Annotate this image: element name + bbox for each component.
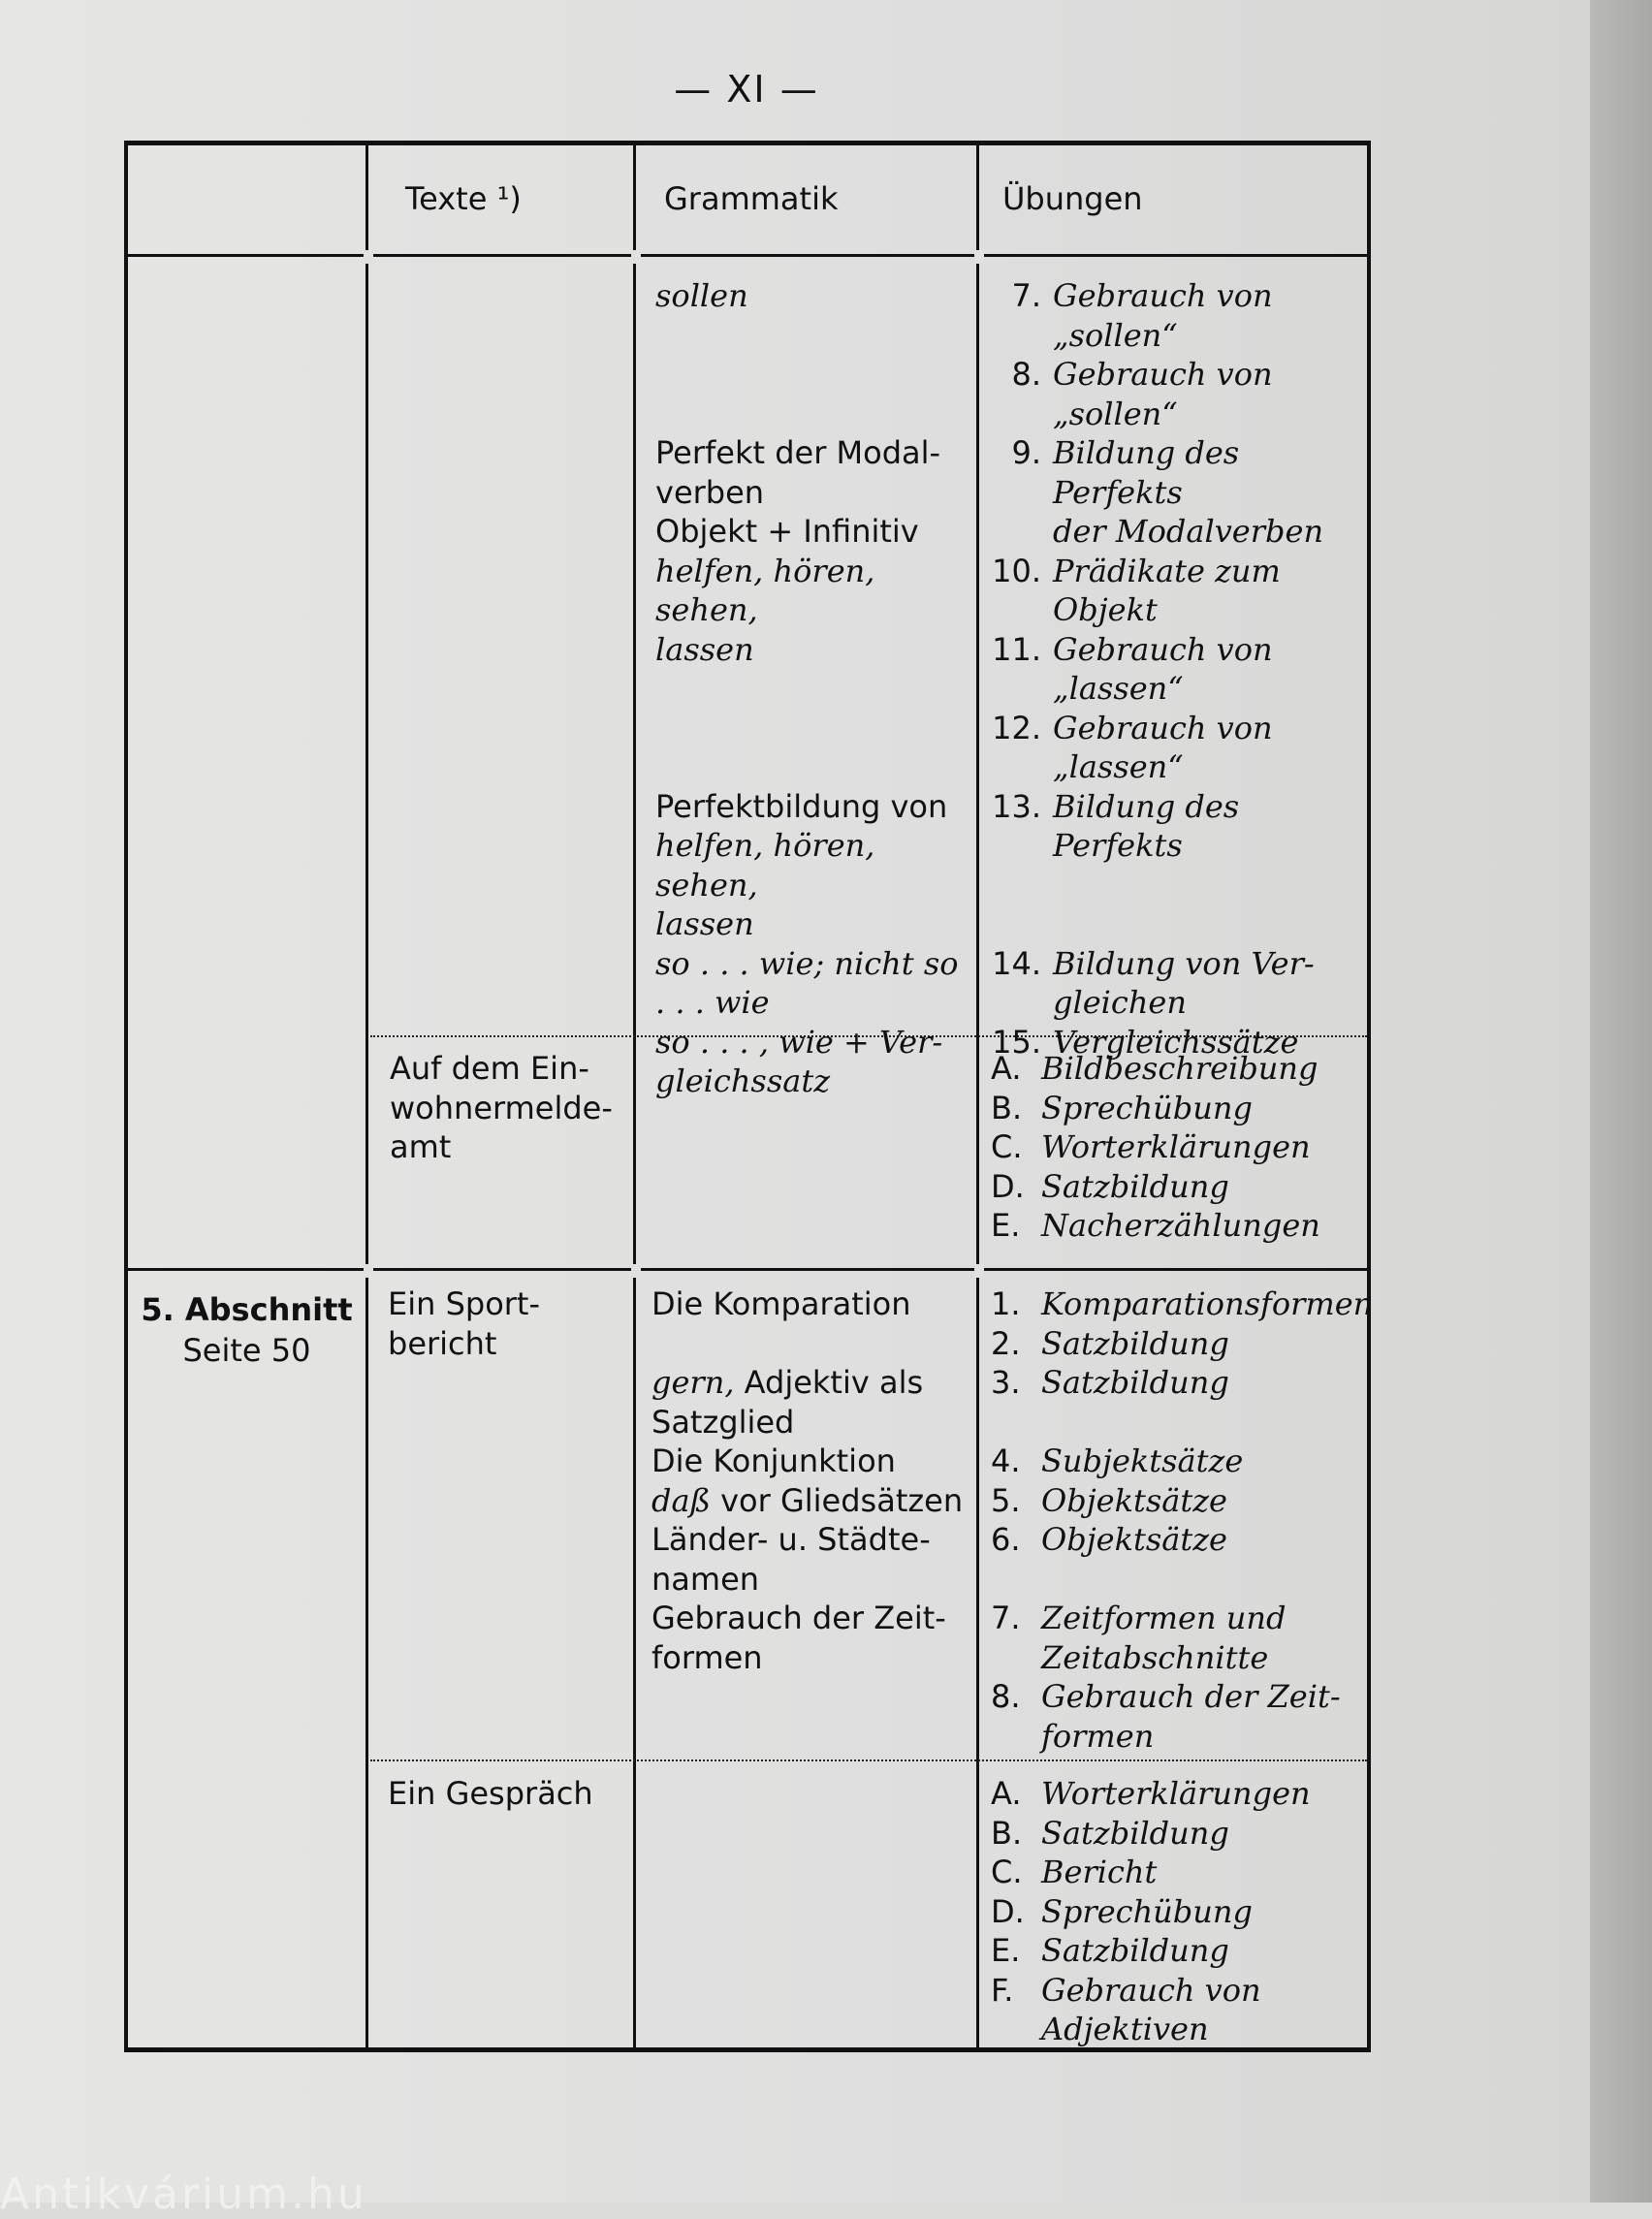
grammatik-line: Die Komparation	[651, 1285, 911, 1322]
exercise-text: „sollen“	[1053, 316, 1178, 354]
grammatik-rest: Adjektiv als	[734, 1364, 924, 1401]
exercise-text: Komparationsformen	[1041, 1285, 1374, 1322]
exercise-number: E.	[991, 1207, 1021, 1244]
exercise-text: Objekt	[1053, 591, 1158, 628]
exercise-text: Satzbildung	[1041, 1814, 1229, 1852]
grammatik-line: Gebrauch der Zeit-	[651, 1600, 946, 1636]
uebungen-cell	[991, 1774, 1374, 2049]
exercise-number: 14.	[992, 944, 1041, 982]
exercise-text: der Modalverben	[1053, 513, 1324, 550]
exercise-number: 7.	[991, 1600, 1021, 1636]
exercise-text: Zeitabschnitte	[1041, 1638, 1269, 1676]
grammatik-rest: vor Gliedsätzen	[710, 1481, 964, 1519]
exercise-text: Bericht	[1041, 1854, 1158, 1890]
exercise-text: Gebrauch von	[1041, 1971, 1261, 2009]
grammatik-line: lassen	[655, 630, 754, 668]
grammatik-line: formen	[651, 1638, 763, 1676]
exercise-item	[991, 1442, 1374, 1481]
grammatik-line	[651, 1324, 975, 1364]
section-page: Seite 50	[182, 1332, 311, 1369]
exercise-text: „lassen“	[1053, 670, 1184, 707]
texte-line: amt	[390, 1128, 452, 1165]
exercise-item	[991, 1599, 1374, 1677]
exercise-item	[991, 709, 1374, 787]
exercise-text: Objektsätze	[1041, 1521, 1227, 1558]
exercise-text: Gebrauch von	[1053, 630, 1273, 668]
exercise-item	[991, 1206, 1374, 1246]
grammatik-line: Die Konjunktion	[651, 1442, 896, 1479]
exercise-item	[991, 1284, 1374, 1324]
exercise-text: Bildung von Ver-	[1053, 944, 1315, 982]
exercise-text: Sprechübung	[1041, 1089, 1253, 1126]
exercise-item	[991, 1363, 1374, 1442]
exercise-item	[991, 1324, 1374, 1364]
watermark-text: Antikvárium.hu	[0, 2170, 367, 2219]
texte-line: bericht	[388, 1324, 497, 1362]
exercise-number: 5.	[991, 1481, 1021, 1519]
section-title: 5. Abschnitt	[141, 1291, 353, 1328]
contents-table	[124, 141, 1374, 2052]
grammatik-line	[651, 1481, 975, 1521]
dotted-separator	[370, 1759, 1367, 1761]
uebungen-cell	[991, 1284, 1374, 1756]
exercise-text: Subjektsätze	[1041, 1442, 1244, 1479]
exercise-text: Sprechübung	[1041, 1892, 1253, 1930]
grammatik-line	[655, 316, 975, 356]
exercise-number: D.	[991, 1892, 1025, 1930]
grammatik-line: verben	[655, 473, 765, 511]
exercise-text: Gebrauch von	[1053, 277, 1273, 314]
exercise-number: A.	[991, 1775, 1022, 1812]
section-heading	[128, 1289, 365, 1371]
page-edge	[1590, 0, 1652, 2203]
exercise-number: 8.	[991, 1678, 1021, 1715]
grammatik-line	[655, 669, 975, 709]
exercise-text: Adjektiven	[1041, 2011, 1209, 2047]
exercise-item	[991, 433, 1374, 552]
texte-line: Ein Sport-	[388, 1285, 541, 1322]
exercise-text: Bildung des Perfekts	[1053, 787, 1240, 864]
header-grammatik: Grammatik	[664, 180, 839, 217]
grammatik-line: Länder- u. Städte-	[651, 1521, 931, 1558]
exercise-item	[991, 1127, 1374, 1167]
exercise-text	[1053, 904, 1374, 944]
grammatik-line: so . . . wie; nicht so	[655, 944, 959, 982]
grammatik-italic: daß	[651, 1481, 711, 1519]
exercise-item	[991, 1167, 1374, 1207]
exercise-text: Nacherzählungen	[1041, 1207, 1320, 1244]
exercise-number: E.	[991, 1932, 1021, 1969]
texte-line: Ein Gespräch	[388, 1775, 593, 1812]
exercise-number: 7.	[1011, 277, 1041, 314]
exercise-number: 13.	[992, 787, 1041, 825]
uebungen-cell	[991, 1049, 1374, 1246]
exercise-text: Gebrauch von	[1053, 356, 1273, 393]
exercise-text: Worterklärungen	[1041, 1775, 1311, 1812]
exercise-item	[991, 1774, 1374, 1814]
exercise-item	[991, 1089, 1374, 1128]
grammatik-line	[655, 355, 975, 395]
exercise-item	[991, 1971, 1374, 2049]
grammatik-line: Perfekt der Modal-	[655, 434, 941, 471]
texte-cell	[390, 1049, 632, 1167]
exercise-text: Satzbildung	[1041, 1364, 1229, 1401]
grammatik-line: lassen	[655, 905, 754, 942]
exercise-number: 6.	[991, 1521, 1021, 1558]
exercise-text: Zeitformen und	[1041, 1600, 1287, 1636]
exercise-number: 10.	[992, 552, 1041, 589]
exercise-text: Satzbildung	[1041, 1167, 1229, 1205]
exercise-item	[991, 552, 1374, 630]
grammatik-line	[651, 1363, 975, 1403]
grammatik-line: Objekt + Infinitiv	[655, 513, 919, 550]
grammatik-line: . . . wie	[655, 984, 770, 1021]
exercise-item	[991, 1853, 1374, 1892]
exercise-text	[1041, 1403, 1374, 1442]
texte-cell	[388, 1284, 630, 1363]
exercise-text: Satzbildung	[1041, 1324, 1229, 1362]
header-rule	[128, 254, 1367, 257]
exercise-text: Bildung des Perfekts	[1053, 434, 1240, 511]
exercise-item	[991, 944, 1374, 1023]
exercise-item	[991, 630, 1374, 709]
exercise-item	[991, 1520, 1374, 1599]
exercise-number: B.	[991, 1089, 1023, 1126]
texte-line: Auf dem Ein-	[390, 1050, 589, 1087]
exercise-text: „sollen“	[1053, 395, 1178, 432]
column-divider	[633, 145, 636, 2047]
exercise-text: Bildbeschreibung	[1041, 1050, 1318, 1087]
header-uebungen: Übungen	[1002, 180, 1143, 217]
grammatik-italic: gern,	[651, 1364, 735, 1401]
texte-line: wohnermelde-	[390, 1089, 613, 1126]
column-divider	[365, 145, 368, 2047]
grammatik-line: gleichssatz	[655, 1062, 831, 1099]
grammatik-line	[655, 709, 975, 748]
grammatik-line: Satzglied	[651, 1403, 795, 1441]
exercise-item	[991, 787, 1374, 944]
exercise-number: 4.	[991, 1442, 1021, 1479]
exercise-item	[991, 1677, 1374, 1756]
exercise-number: A.	[991, 1050, 1022, 1087]
exercise-number: 8.	[1011, 356, 1041, 393]
exercise-item	[991, 355, 1374, 433]
grammatik-cell	[655, 276, 975, 1101]
exercise-item	[991, 1814, 1374, 1854]
exercise-number: 12.	[992, 709, 1041, 746]
exercise-text: Vergleichssätze	[1053, 1023, 1299, 1061]
exercise-text: formen	[1041, 1717, 1155, 1755]
header-texte: Texte ¹)	[405, 180, 522, 217]
grammatik-cell	[651, 1284, 975, 1677]
exercise-item	[991, 1481, 1374, 1521]
grammatik-line: so . . . , wie + Ver-	[655, 1023, 943, 1061]
exercise-number: 15.	[992, 1023, 1041, 1061]
column-divider	[976, 145, 979, 2047]
exercise-text: „lassen“	[1053, 748, 1184, 785]
grammatik-line: sollen	[655, 277, 748, 314]
uebungen-cell	[991, 276, 1374, 1062]
exercise-text	[1041, 1560, 1374, 1600]
grammatik-line	[655, 395, 975, 434]
exercise-item	[991, 1049, 1374, 1089]
texte-cell	[388, 1774, 630, 1814]
exercise-text: Objektsätze	[1041, 1481, 1227, 1519]
exercise-number: C.	[991, 1854, 1023, 1890]
exercise-text: Satzbildung	[1041, 1932, 1229, 1969]
exercise-number: 2.	[991, 1324, 1021, 1362]
exercise-text	[1053, 866, 1374, 905]
grammatik-line: helfen, hören, sehen,	[655, 827, 875, 903]
section-rule	[128, 1268, 1367, 1271]
exercise-number: 3.	[991, 1364, 1021, 1401]
grammatik-line: helfen, hören, sehen,	[655, 552, 875, 628]
exercise-text: gleichen	[1053, 984, 1187, 1021]
grammatik-line: namen	[651, 1560, 760, 1598]
page-number: — XI —	[674, 68, 819, 111]
exercise-item	[991, 1892, 1374, 1932]
grammatik-line: Perfektbildung von	[655, 787, 948, 825]
exercise-number: 9.	[1011, 434, 1041, 471]
exercise-number: 1.	[991, 1285, 1021, 1322]
exercise-number: F.	[991, 1971, 1014, 2009]
exercise-text: Worterklärungen	[1041, 1128, 1311, 1165]
exercise-number: 11.	[992, 630, 1041, 668]
exercise-item	[991, 1931, 1374, 1971]
exercise-text: Gebrauch der Zeit-	[1041, 1678, 1341, 1715]
exercise-number: D.	[991, 1167, 1025, 1205]
exercise-number: C.	[991, 1128, 1023, 1165]
exercise-number: B.	[991, 1814, 1023, 1852]
exercise-text: Gebrauch von	[1053, 709, 1273, 746]
exercise-text: Prädikate zum	[1053, 552, 1281, 589]
exercise-item	[991, 276, 1374, 355]
grammatik-line	[655, 747, 975, 787]
